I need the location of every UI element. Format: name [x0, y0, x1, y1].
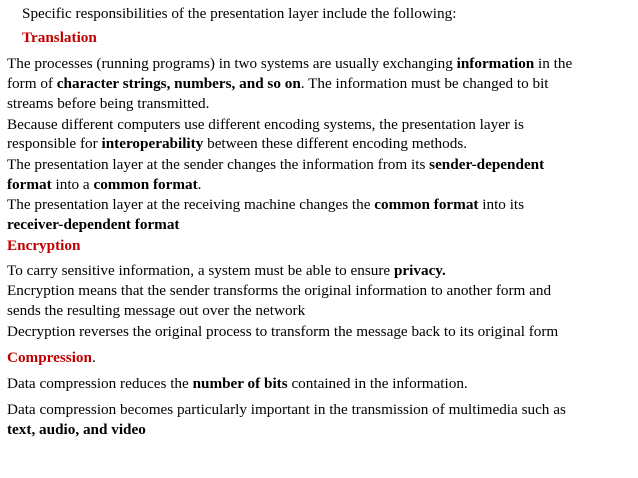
- compression-p2-line2: [7, 420, 146, 440]
- translation-p3-line2: [7, 175, 201, 195]
- text-run: contained in the information.: [287, 375, 468, 392]
- translation-p1-line2: [7, 74, 549, 94]
- text-run: .: [197, 176, 202, 193]
- text-run: in the: [534, 55, 573, 72]
- translation-p4-line1: [7, 195, 524, 215]
- compression-heading: Compression: [7, 349, 92, 366]
- translation-p1-line1: [7, 54, 572, 74]
- translation-p1-line3: streams before being transmitted.: [7, 95, 210, 112]
- text-run: The processes (running programs) in two systems are usually exchanging: [7, 55, 457, 72]
- text-run: . The information must be changed to bit: [300, 75, 549, 92]
- encryption-p3: Decryption reverses the original process to transform the message back to its original form: [7, 323, 559, 340]
- bold-run: interoperability: [101, 135, 204, 152]
- text-run: into its: [478, 196, 525, 213]
- bold-run: character strings, numbers, and so on: [56, 75, 301, 92]
- bold-run: format: [7, 176, 52, 193]
- bold-run: sender-dependent: [429, 156, 545, 173]
- compression-heading-suffix: .: [91, 349, 96, 366]
- translation-p2-line1: Because different computers use different encoding systems, the presentation layer is: [7, 116, 524, 133]
- encryption-heading: Encryption: [7, 237, 81, 254]
- bold-run: receiver-dependent format: [7, 216, 180, 233]
- compression-p1: [7, 374, 468, 394]
- bold-run: number of bits: [192, 375, 288, 392]
- text-run: To carry sensitive information, a system must be able to ensure: [7, 262, 394, 279]
- intro-text: Specific responsibilities of the presentation layer include the following:: [22, 5, 457, 22]
- compression-p2-line1: Data compression becomes particularly important in the transmission of multimedia such as: [7, 401, 566, 418]
- text-run: The presentation layer at the receiving machine changes the: [7, 196, 375, 213]
- compression-heading-line: [7, 348, 96, 368]
- bold-run: common format: [93, 176, 198, 193]
- text-run: The presentation layer at the sender changes the information from its: [7, 156, 430, 173]
- encryption-p1: [7, 261, 446, 281]
- text-run: Data compression reduces the: [7, 375, 193, 392]
- bold-run: information: [456, 55, 535, 72]
- text-run: into a: [51, 176, 94, 193]
- text-run: responsible for: [7, 135, 102, 152]
- translation-p4-line2: [7, 215, 179, 235]
- bold-run: text, audio, and video: [7, 421, 146, 438]
- encryption-p2-line1: Encryption means that the sender transforms the original information to another form and: [7, 282, 552, 299]
- encryption-p2-line2: sends the resulting message out over the network: [7, 302, 306, 319]
- translation-p2-line2: [7, 134, 467, 154]
- translation-p3-line1: [7, 155, 544, 175]
- text-run: between these different encoding methods.: [203, 135, 468, 152]
- bold-run: common format: [374, 196, 479, 213]
- translation-heading: Translation: [22, 29, 97, 46]
- bold-run: privacy.: [393, 262, 446, 279]
- text-run: form of: [7, 75, 57, 92]
